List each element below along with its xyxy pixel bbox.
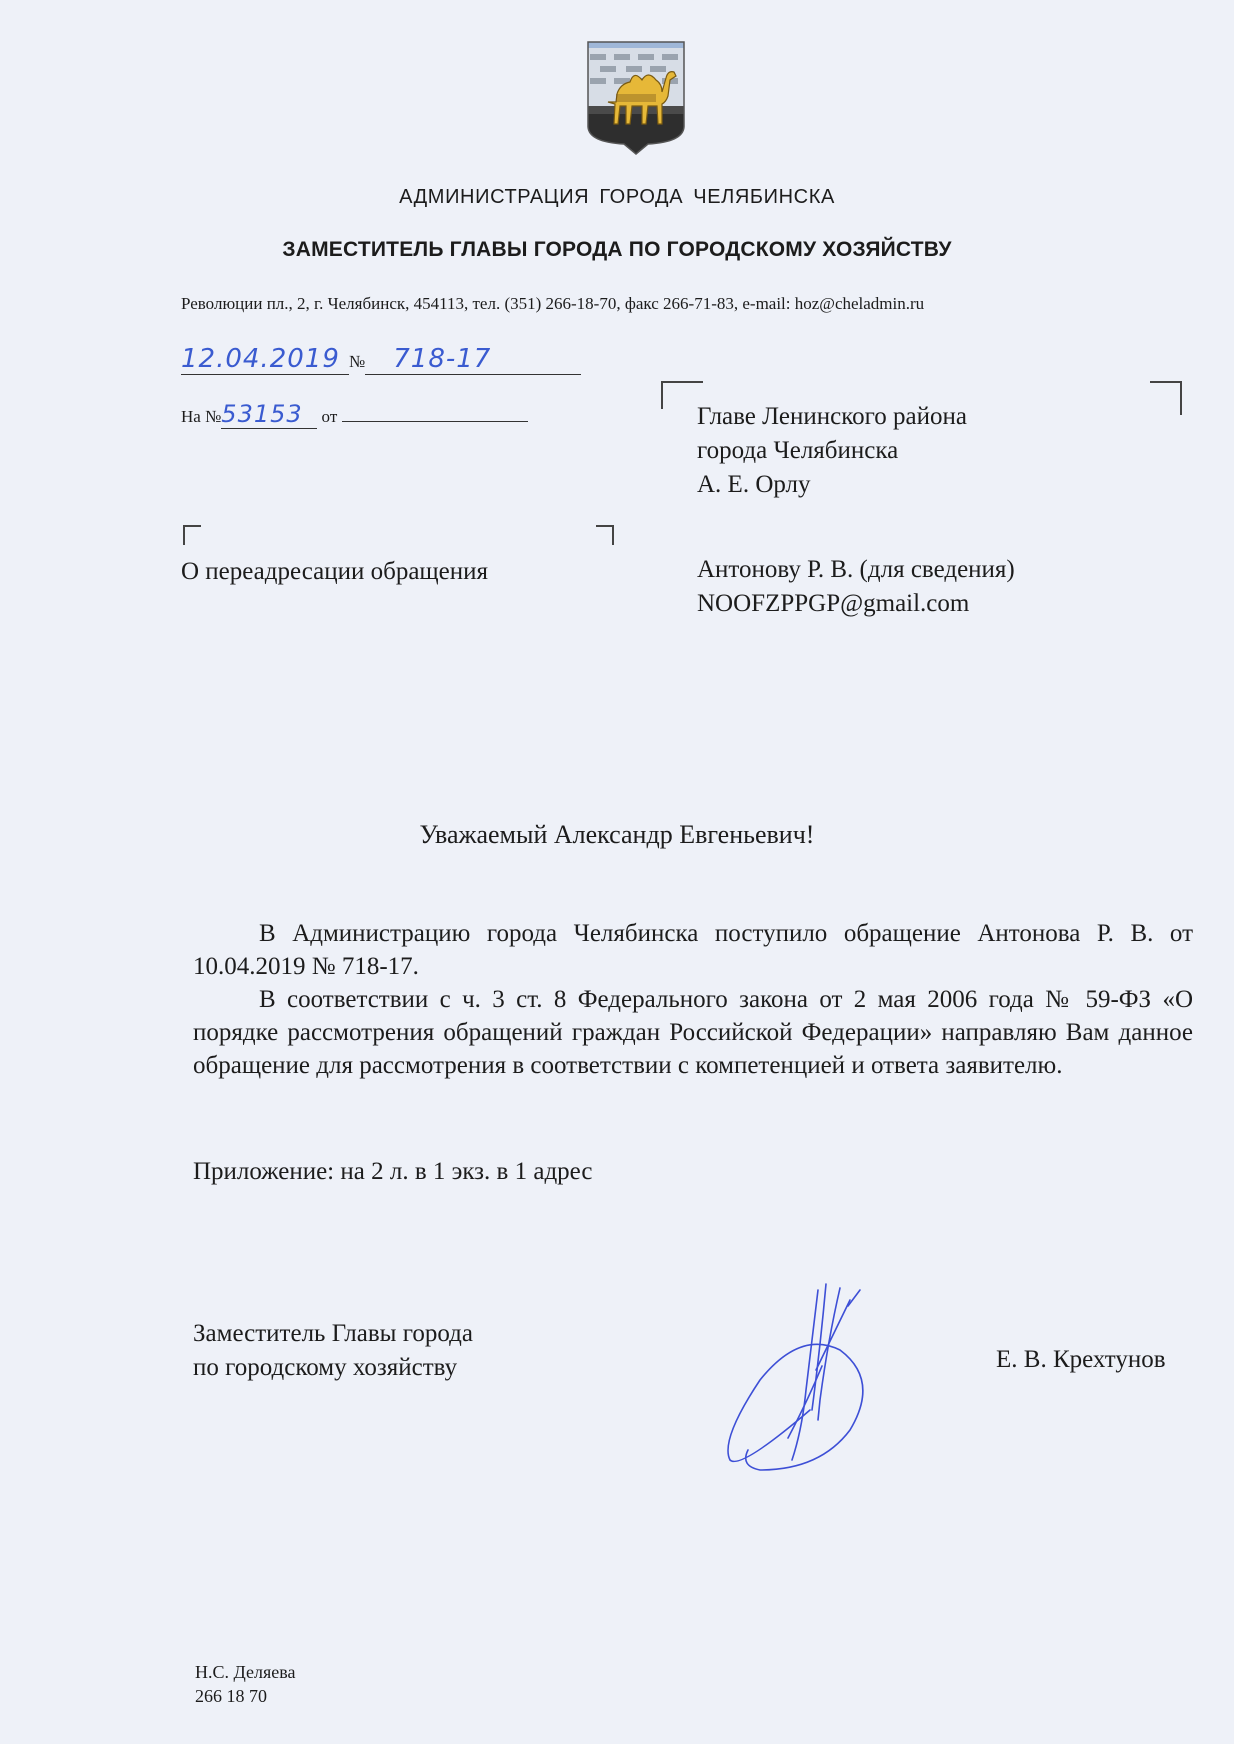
registration-date-number — [181, 344, 581, 375]
executor-block — [195, 1660, 296, 1708]
handwritten-number: 718-17 — [393, 344, 492, 374]
body-paragraph: В Администрацию города Челябинска поступило обращение Антонова Р. В. от 10.04.2019 № 718-17. — [193, 920, 1193, 980]
greeting: Уважаемый Александр Евгеньевич! — [419, 820, 815, 849]
cc-line: Антонову Р. В. (для сведения) — [697, 556, 1015, 583]
letter-body — [193, 917, 1193, 1082]
signer-position-line: по городскому хозяйству — [193, 1354, 458, 1381]
handwritten-signature — [700, 1270, 930, 1480]
handwritten-reply-number: 53153 — [221, 400, 303, 428]
addressee-line: города Челябинска — [697, 437, 899, 464]
reply-label: На № — [181, 407, 222, 426]
registration-number-field — [365, 344, 581, 375]
reply-from-label: от — [321, 407, 338, 426]
reply-date-field — [342, 401, 528, 422]
organization-contacts: Революции пл., 2, г. Челябинск, 454113, тел. (351) 266-18-70, факс 266-71-83, e-mail: hoz@cheladmin.ru — [181, 294, 925, 313]
reply-reference — [181, 400, 528, 429]
handwritten-date: 12.04.2019 — [181, 344, 340, 374]
registration-date-field — [181, 344, 349, 375]
addressee-line: А. Е. Орлу — [697, 471, 811, 498]
subject-corner-left — [183, 525, 201, 545]
organization-title: ЗАМЕСТИТЕЛЬ ГЛАВЫ ГОРОДА ПО ГОРОДСКОМУ ХОЗЯЙСТВУ — [282, 238, 952, 261]
signer-position-line: Заместитель Главы города — [193, 1320, 473, 1347]
organization-name: АДМИНИСТРАЦИЯ ГОРОДА ЧЕЛЯБИНСКА — [399, 186, 835, 208]
addressee-corner-right — [1150, 381, 1182, 415]
executor-name: Н.С. Деляева — [195, 1662, 296, 1682]
executor-phone: 266 18 70 — [195, 1686, 267, 1706]
subject-corner-right — [596, 525, 614, 545]
addressee-line: Главе Ленинского района — [697, 403, 967, 430]
attachment-note: Приложение: на 2 л. в 1 экз. в 1 адрес — [193, 1158, 593, 1185]
signer-name: Е. В. Крехтунов — [996, 1346, 1166, 1373]
body-paragraph: В соответствии с ч. 3 ст. 8 Федерального закона от 2 мая 2006 года № 59-ФЗ «О порядке рассмотрения обращений граждан Российской Федерации» направляю Вам данное обращение для рассмотрения в соответствии с компетенцией и ответа заявителю. — [193, 986, 1193, 1079]
letter-subject: О переадресации обращения — [181, 558, 489, 585]
reply-number-field — [221, 400, 317, 429]
cc-addressee — [697, 553, 1015, 621]
main-addressee — [697, 400, 967, 502]
signer-position — [193, 1317, 473, 1385]
coat-of-arms-emblem — [586, 40, 686, 156]
number-label: № — [349, 352, 366, 371]
cc-line: NOOFZPPGP@gmail.com — [697, 590, 970, 617]
